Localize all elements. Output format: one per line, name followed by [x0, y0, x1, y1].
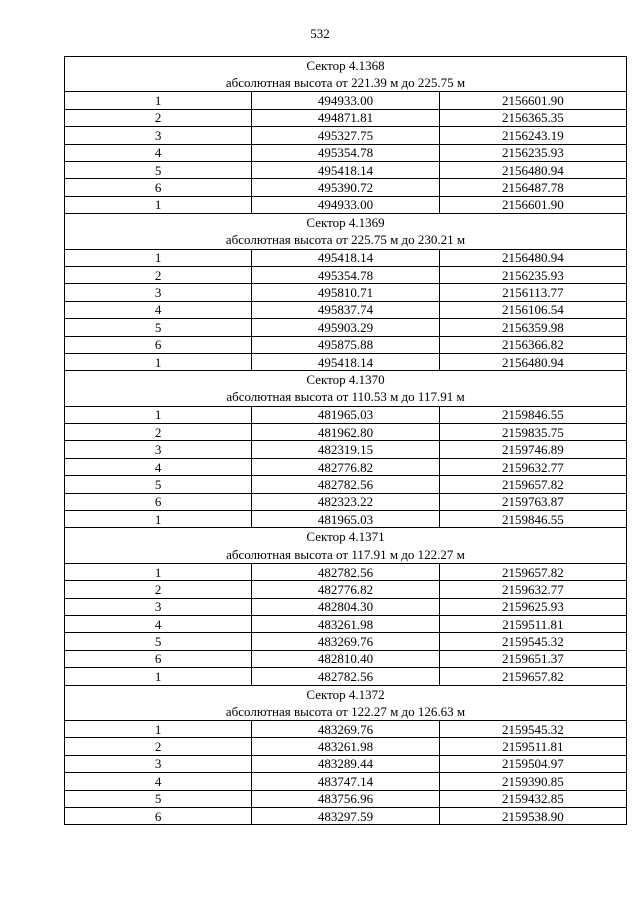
- y-coordinate-cell: 2159846.55: [439, 511, 626, 528]
- table-row: [65, 720, 627, 737]
- point-number-cell: 4: [65, 773, 252, 790]
- point-number-cell: 1: [65, 668, 252, 685]
- point-number-cell: 1: [65, 196, 252, 213]
- y-coordinate-cell: 2159746.89: [439, 441, 626, 458]
- x-coordinate-cell: 482782.56: [252, 668, 439, 685]
- table-row: [65, 511, 627, 528]
- point-number-cell: 6: [65, 807, 252, 824]
- x-coordinate-cell: 495327.75: [252, 127, 439, 144]
- table-row: [65, 616, 627, 633]
- y-coordinate-cell: 2159538.90: [439, 807, 626, 824]
- sector-title: Сектор 4.1372: [306, 686, 385, 702]
- point-number-cell: 4: [65, 616, 252, 633]
- x-coordinate-cell: 482810.40: [252, 650, 439, 667]
- y-coordinate-cell: 2159657.82: [439, 476, 626, 493]
- x-coordinate-cell: 482319.15: [252, 441, 439, 458]
- y-coordinate-cell: 2159545.32: [439, 720, 626, 737]
- sector-title: Сектор 4.1369: [306, 215, 385, 231]
- point-number-cell: 6: [65, 179, 252, 196]
- point-number-cell: 1: [65, 249, 252, 266]
- y-coordinate-cell: 2156601.90: [439, 196, 626, 213]
- point-number-cell: 3: [65, 284, 252, 301]
- table-row: [65, 196, 627, 213]
- sector-header-row: [65, 371, 627, 406]
- point-number-cell: 5: [65, 319, 252, 336]
- sector-header-row: [65, 214, 627, 249]
- y-coordinate-cell: 2159390.85: [439, 773, 626, 790]
- y-coordinate-cell: 2156113.77: [439, 284, 626, 301]
- y-coordinate-cell: 2159432.85: [439, 790, 626, 807]
- table-row: [65, 668, 627, 685]
- sector-header: [65, 528, 627, 563]
- point-number-cell: 5: [65, 476, 252, 493]
- x-coordinate-cell: 483261.98: [252, 738, 439, 755]
- point-number-cell: 4: [65, 458, 252, 475]
- table-row: [65, 161, 627, 178]
- sector-header: [65, 685, 627, 720]
- y-coordinate-cell: 2159835.75: [439, 424, 626, 441]
- sector-header-row: [65, 57, 627, 92]
- point-number-cell: 2: [65, 109, 252, 126]
- sector-title: Сектор 4.1368: [306, 58, 385, 73]
- sector-altitude-range: абсолютная высота от 110.53 м до 117.91 м: [226, 389, 465, 405]
- point-number-cell: 1: [65, 353, 252, 370]
- y-coordinate-cell: 2156601.90: [439, 92, 626, 109]
- x-coordinate-cell: 481962.80: [252, 424, 439, 441]
- table-row: [65, 633, 627, 650]
- point-number-cell: 6: [65, 650, 252, 667]
- x-coordinate-cell: 482776.82: [252, 581, 439, 598]
- table-row: [65, 458, 627, 475]
- x-coordinate-cell: 483747.14: [252, 773, 439, 790]
- x-coordinate-cell: 483261.98: [252, 616, 439, 633]
- table-row: [65, 284, 627, 301]
- x-coordinate-cell: 483756.96: [252, 790, 439, 807]
- table-row: [65, 249, 627, 266]
- x-coordinate-cell: 482323.22: [252, 493, 439, 510]
- point-number-cell: 1: [65, 92, 252, 109]
- table-row: [65, 301, 627, 318]
- y-coordinate-cell: 2159657.82: [439, 563, 626, 580]
- coordinates-table: [64, 56, 627, 825]
- table-row: [65, 807, 627, 824]
- x-coordinate-cell: 482782.56: [252, 476, 439, 493]
- point-number-cell: 6: [65, 493, 252, 510]
- y-coordinate-cell: 2156235.93: [439, 144, 626, 161]
- table-row: [65, 144, 627, 161]
- table-row: [65, 336, 627, 353]
- sector-title: Сектор 4.1370: [306, 372, 385, 388]
- x-coordinate-cell: 482776.82: [252, 458, 439, 475]
- y-coordinate-cell: 2156487.78: [439, 179, 626, 196]
- x-coordinate-cell: 494933.00: [252, 196, 439, 213]
- point-number-cell: 2: [65, 424, 252, 441]
- x-coordinate-cell: 495354.78: [252, 144, 439, 161]
- sector-altitude-range: абсолютная высота от 225.75 м до 230.21 м: [225, 232, 466, 248]
- y-coordinate-cell: 2159632.77: [439, 458, 626, 475]
- point-number-cell: 3: [65, 755, 252, 772]
- y-coordinate-cell: 2156480.94: [439, 353, 626, 370]
- table-row: [65, 319, 627, 336]
- table-row: [65, 493, 627, 510]
- y-coordinate-cell: 2156480.94: [439, 249, 626, 266]
- y-coordinate-cell: 2159763.87: [439, 493, 626, 510]
- table-row: [65, 441, 627, 458]
- x-coordinate-cell: 494933.00: [252, 92, 439, 109]
- table-row: [65, 127, 627, 144]
- table-row: [65, 406, 627, 423]
- point-number-cell: 5: [65, 790, 252, 807]
- point-number-cell: 1: [65, 511, 252, 528]
- y-coordinate-cell: 2156359.98: [439, 319, 626, 336]
- point-number-cell: 3: [65, 441, 252, 458]
- y-coordinate-cell: 2159545.32: [439, 633, 626, 650]
- y-coordinate-cell: 2156365.35: [439, 109, 626, 126]
- x-coordinate-cell: 495875.88: [252, 336, 439, 353]
- table-row: [65, 598, 627, 615]
- y-coordinate-cell: 2159511.81: [439, 738, 626, 755]
- table-row: [65, 755, 627, 772]
- point-number-cell: 2: [65, 738, 252, 755]
- x-coordinate-cell: 481965.03: [252, 511, 439, 528]
- sector-altitude-range: абсолютная высота от 221.39 м до 225.75 м: [225, 75, 466, 91]
- table-row: [65, 790, 627, 807]
- y-coordinate-cell: 2159504.97: [439, 755, 626, 772]
- table-row: [65, 109, 627, 126]
- x-coordinate-cell: 495418.14: [252, 161, 439, 178]
- point-number-cell: 4: [65, 144, 252, 161]
- y-coordinate-cell: 2159632.77: [439, 581, 626, 598]
- x-coordinate-cell: 483269.76: [252, 633, 439, 650]
- table-row: [65, 179, 627, 196]
- point-number-cell: 1: [65, 720, 252, 737]
- y-coordinate-cell: 2159651.37: [439, 650, 626, 667]
- sector-header-row: [65, 528, 627, 563]
- x-coordinate-cell: 494871.81: [252, 109, 439, 126]
- table-row: [65, 424, 627, 441]
- x-coordinate-cell: 481965.03: [252, 406, 439, 423]
- sector-header-row: [65, 685, 627, 720]
- y-coordinate-cell: 2156243.19: [439, 127, 626, 144]
- table-row: [65, 476, 627, 493]
- y-coordinate-cell: 2159846.55: [439, 406, 626, 423]
- y-coordinate-cell: 2156106.54: [439, 301, 626, 318]
- sector-header: [65, 57, 627, 92]
- x-coordinate-cell: 483289.44: [252, 755, 439, 772]
- x-coordinate-cell: 495903.29: [252, 319, 439, 336]
- sector-altitude-range: абсолютная высота от 117.91 м до 122.27 м: [226, 546, 465, 562]
- x-coordinate-cell: 495390.72: [252, 179, 439, 196]
- sector-altitude-range: абсолютная высота от 122.27 м до 126.63 м: [225, 703, 466, 719]
- point-number-cell: 2: [65, 266, 252, 283]
- y-coordinate-cell: 2156235.93: [439, 266, 626, 283]
- sector-header: [65, 371, 627, 406]
- page-number: 532: [310, 26, 330, 41]
- x-coordinate-cell: 483297.59: [252, 807, 439, 824]
- x-coordinate-cell: 495837.74: [252, 301, 439, 318]
- x-coordinate-cell: 483269.76: [252, 720, 439, 737]
- table-row: [65, 266, 627, 283]
- x-coordinate-cell: 482782.56: [252, 563, 439, 580]
- x-coordinate-cell: 495418.14: [252, 353, 439, 370]
- x-coordinate-cell: 482804.30: [252, 598, 439, 615]
- point-number-cell: 3: [65, 598, 252, 615]
- x-coordinate-cell: 495418.14: [252, 249, 439, 266]
- sector-header: [65, 214, 627, 249]
- y-coordinate-cell: 2156480.94: [439, 161, 626, 178]
- sector-title: Сектор 4.1371: [306, 529, 385, 545]
- point-number-cell: 6: [65, 336, 252, 353]
- table-row: [65, 563, 627, 580]
- point-number-cell: 5: [65, 161, 252, 178]
- point-number-cell: 1: [65, 563, 252, 580]
- table-row: [65, 92, 627, 109]
- table-row: [65, 650, 627, 667]
- x-coordinate-cell: 495354.78: [252, 266, 439, 283]
- y-coordinate-cell: 2159657.82: [439, 668, 626, 685]
- table-row: [65, 773, 627, 790]
- y-coordinate-cell: 2159511.81: [439, 616, 626, 633]
- point-number-cell: 2: [65, 581, 252, 598]
- point-number-cell: 1: [65, 406, 252, 423]
- table-row: [65, 353, 627, 370]
- table-row: [65, 738, 627, 755]
- y-coordinate-cell: 2156366.82: [439, 336, 626, 353]
- y-coordinate-cell: 2159625.93: [439, 598, 626, 615]
- x-coordinate-cell: 495810.71: [252, 284, 439, 301]
- table-row: [65, 581, 627, 598]
- point-number-cell: 4: [65, 301, 252, 318]
- point-number-cell: 5: [65, 633, 252, 650]
- point-number-cell: 3: [65, 127, 252, 144]
